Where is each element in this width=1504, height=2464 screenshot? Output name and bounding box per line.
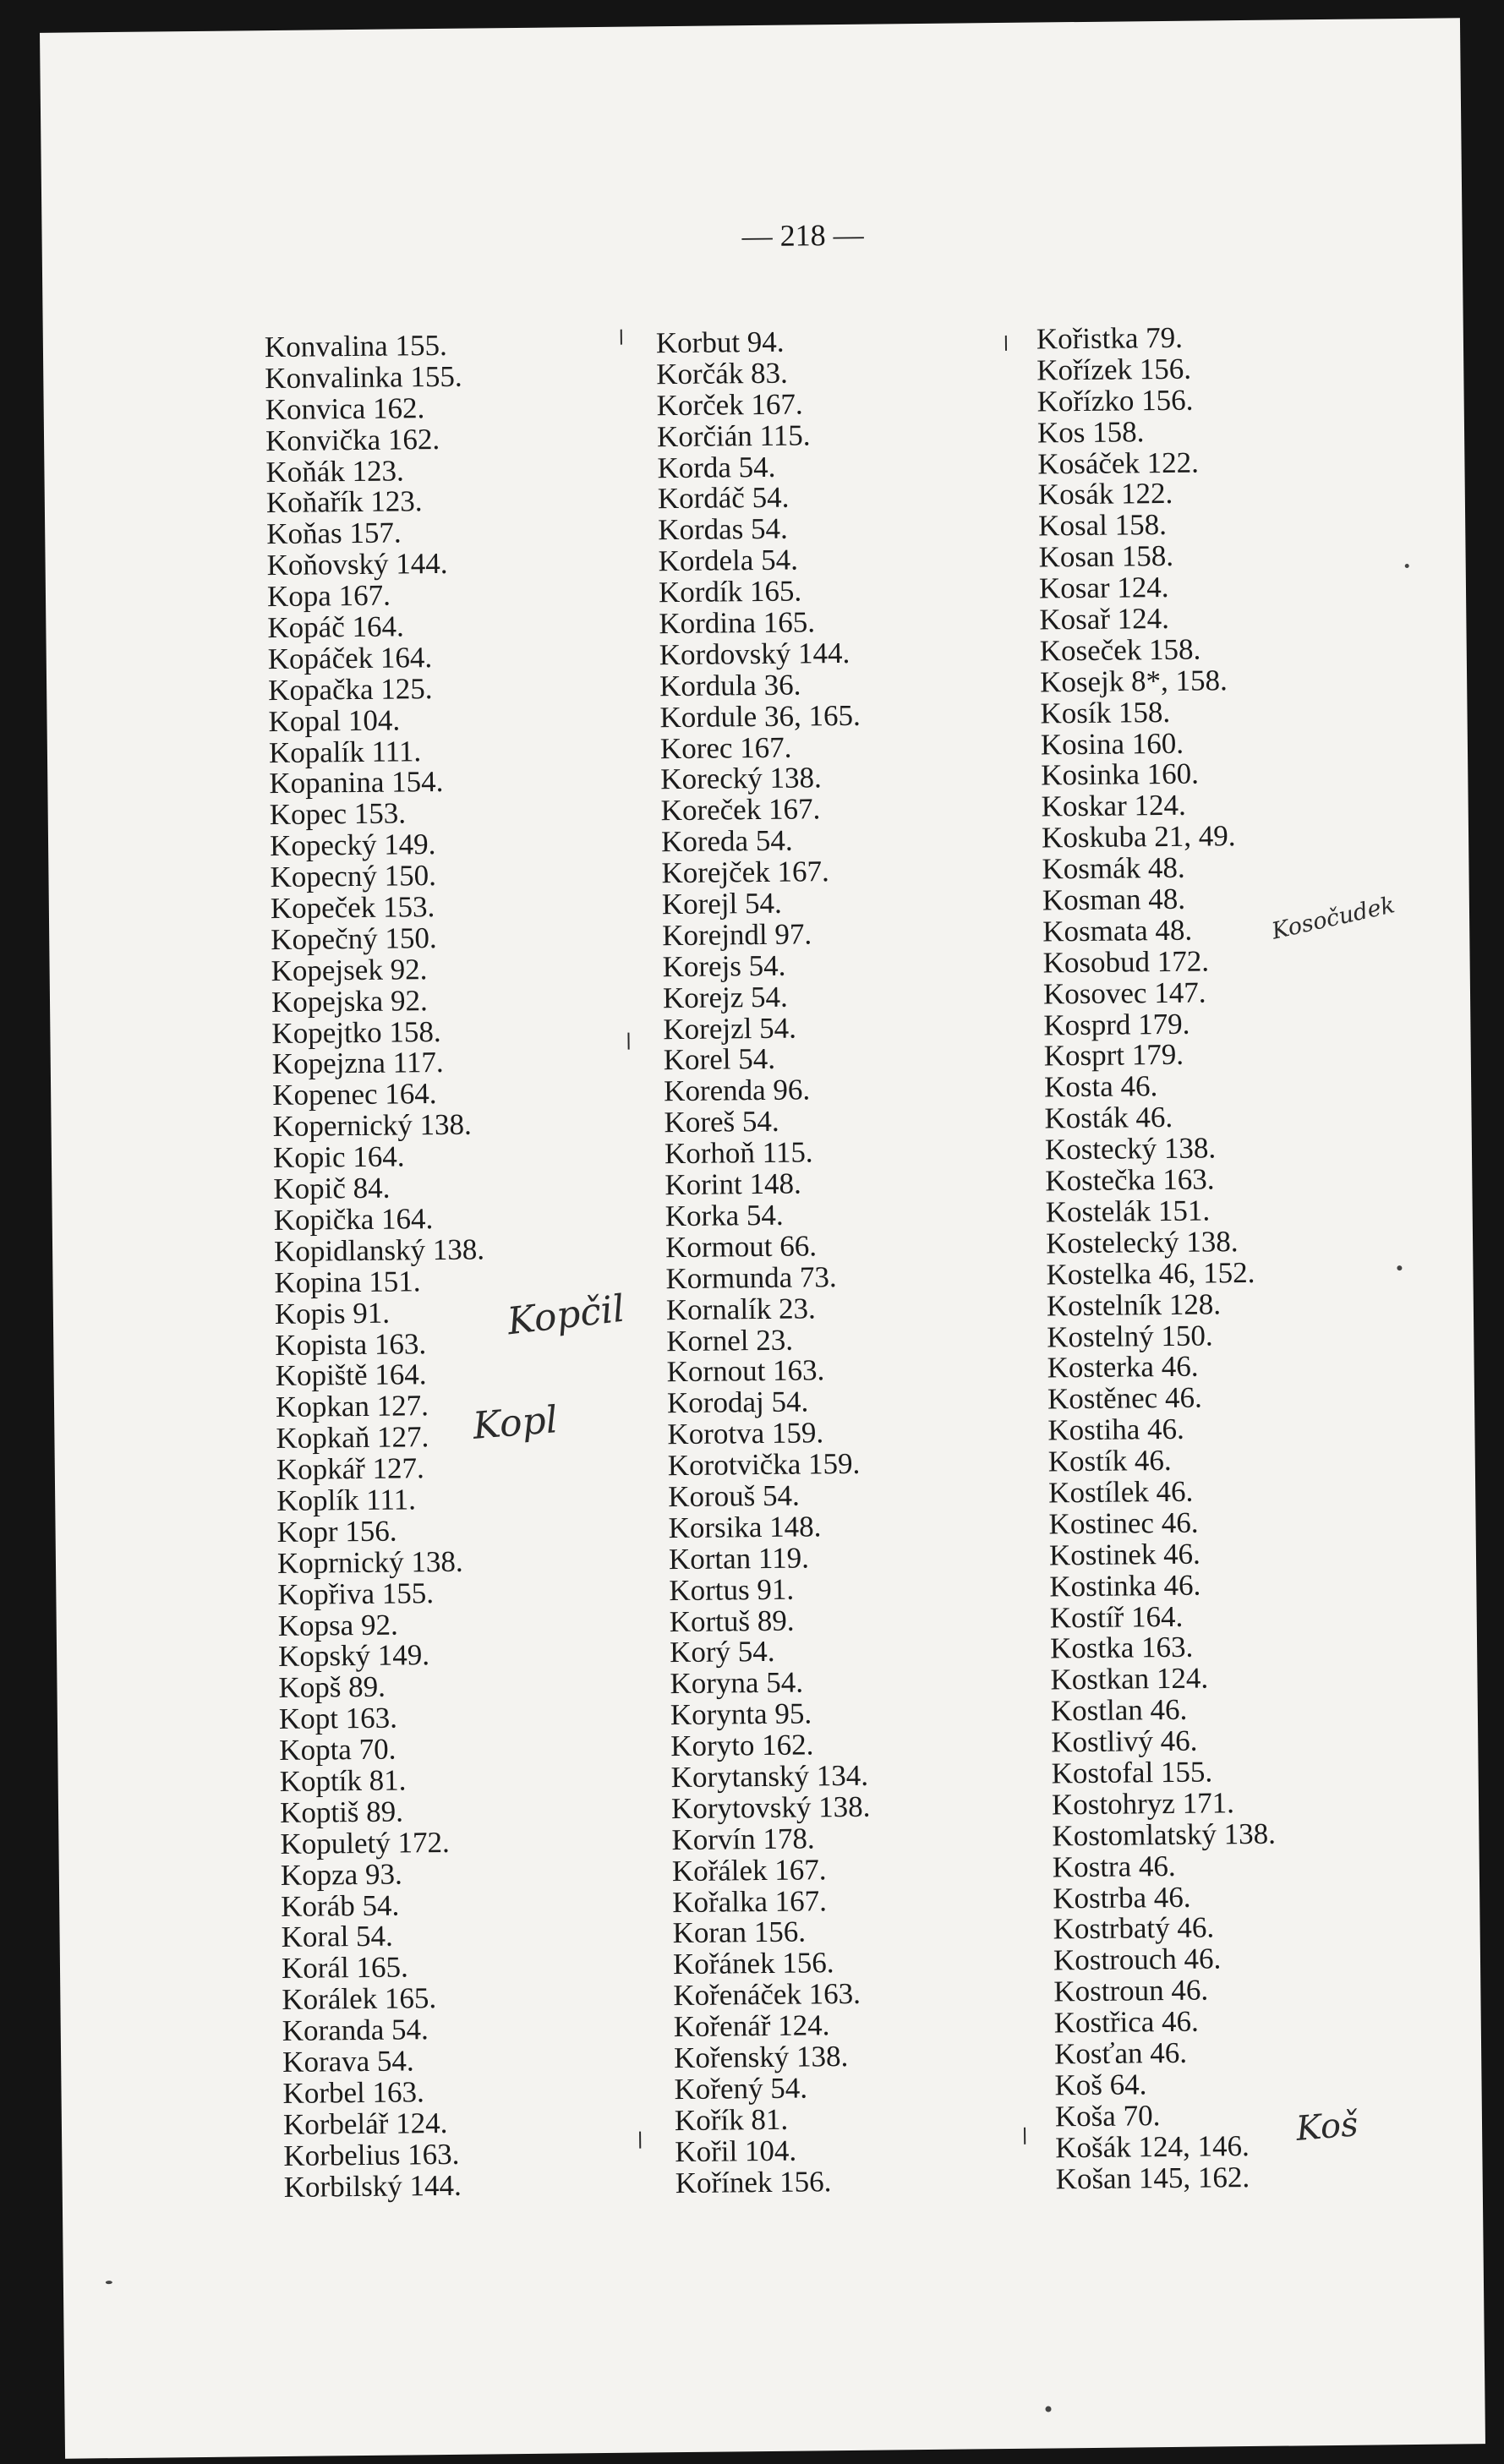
surname-entry: Kořalka 167. (672, 1883, 828, 1919)
surname-entry: Korhoň 115. (664, 1135, 813, 1171)
surname-entry: Kopic 164. (272, 1139, 405, 1175)
surname-entry: Korka 54. (664, 1198, 784, 1233)
surname-entry: Kopalík 111. (268, 734, 422, 769)
surname-entry: Korbelius 163. (283, 2137, 460, 2172)
surname-entry: Koral 54. (281, 1920, 394, 1954)
surname-entry: Korejs 54. (662, 948, 786, 984)
surname-entry: Kopejsek 92. (271, 952, 428, 987)
surname-entry: Kosta 46. (1043, 1069, 1158, 1104)
surname-entry: Kopuletý 172. (280, 1825, 450, 1860)
surname-entry: Korsika 148. (668, 1510, 822, 1545)
surname-entry: Koreda 54. (660, 823, 793, 859)
surname-entry: Kosan 158. (1038, 539, 1174, 574)
surname-entry: Kosař 124. (1039, 601, 1170, 636)
surname-entry: Kosáček 122. (1037, 445, 1200, 481)
surname-entry: Kortan 119. (668, 1541, 810, 1576)
surname-entry: Kopský 149. (277, 1638, 430, 1674)
surname-entry: Kosták 46. (1044, 1101, 1173, 1135)
surname-entry: Kopernický 138. (272, 1107, 473, 1144)
surname-entry: Koňák 123. (265, 453, 404, 489)
surname-entry: Kopačka 125. (267, 671, 433, 707)
surname-entry: Kopkaň 127. (276, 1420, 429, 1456)
surname-entry: Kopička 164. (273, 1202, 434, 1237)
surname-entry: Kordule 36, 165. (659, 698, 861, 734)
surname-entry: Koreš 54. (664, 1105, 779, 1139)
surname-entry: Košan 145, 162. (1055, 2160, 1250, 2195)
surname-entry: Koša 70. (1054, 2098, 1161, 2133)
surname-entry: Korouš 54. (667, 1478, 800, 1514)
surname-entry: Kostroun 46. (1053, 1973, 1209, 2008)
surname-entry: Korda 54. (657, 450, 776, 484)
surname-entry: Korejzl 54. (663, 1011, 797, 1046)
surname-entry: Korčián 115. (656, 418, 811, 453)
surname-entry: Koskuba 21, 49. (1041, 819, 1236, 855)
surname-entry: Kopa 167. (266, 578, 391, 614)
surname-entry: Kordovský 144. (659, 636, 850, 672)
surname-entry: Koryto 162. (670, 1728, 814, 1763)
surname-entry: Koseček 158. (1039, 632, 1201, 668)
surname-entry: Kosík 158. (1040, 695, 1171, 730)
surname-entry: Koranda 54. (282, 2013, 429, 2048)
surname-entry: Konvalina 155. (264, 328, 447, 364)
surname-entry: Kostelka 46, 152. (1046, 1255, 1255, 1292)
surname-entry: Konvalinka 155. (265, 359, 462, 395)
surname-entry: Kostka 163. (1049, 1631, 1194, 1665)
surname-entry: Kortus 91. (669, 1572, 795, 1607)
page-speck (1045, 2406, 1051, 2412)
surname-entry: Kořenáček 163. (673, 1977, 861, 2013)
surname-entry: Kosobud 172. (1042, 944, 1210, 980)
surname-entry: Korel 54. (663, 1042, 776, 1077)
surname-entry: Kořízko 156. (1036, 383, 1194, 418)
surname-entry: Kosejk 8*, 158. (1039, 664, 1228, 699)
surname-entry: Kosprt 179. (1043, 1038, 1184, 1073)
surname-entry: Kosprd 179. (1043, 1007, 1190, 1042)
column-divider (1024, 2128, 1025, 2144)
surname-entry: Kořenský 138. (673, 2039, 849, 2075)
handwritten-note: Kopčil (505, 1287, 627, 1344)
surname-entry: Korbut 94. (655, 325, 785, 360)
surname-entry: Kořízek 156. (1036, 352, 1192, 387)
surname-entry: Korvín 178. (671, 1822, 815, 1856)
surname-entry: Kostinek 46. (1048, 1537, 1201, 1572)
surname-entry: Kopza 93. (280, 1857, 402, 1892)
surname-entry: Korotvička 159. (667, 1446, 861, 1483)
surname-entry: Korál 165. (281, 1950, 408, 1986)
surname-entry: Kopec 153. (269, 796, 407, 832)
surname-entry: Kosina 160. (1040, 726, 1184, 762)
surname-entry: Kořík 81. (674, 2102, 789, 2137)
surname-entry: Kostkan 124. (1050, 1661, 1209, 1696)
surname-entry: Korint 148. (664, 1166, 801, 1202)
handwritten-note: Kosočudek (1269, 892, 1397, 945)
surname-entry: Koňařík 123. (265, 484, 423, 520)
surname-entry: Kořánek 156. (672, 1946, 834, 1981)
surname-entry: Kořený 54. (674, 2071, 808, 2106)
surname-entry: Korbelář 124. (282, 2106, 448, 2141)
surname-entry: Kořistka 79. (1036, 320, 1184, 356)
surname-entry: Kostrouch 46. (1053, 1942, 1222, 1977)
surname-column-3 (1036, 322, 1280, 2195)
surname-entry: Koprnický 138. (276, 1544, 463, 1580)
surname-entry: Kopidlanský 138. (273, 1232, 485, 1268)
handwritten-note: Koš (1294, 2105, 1360, 2149)
surname-entry: Kostofal 155. (1051, 1755, 1213, 1790)
surname-entry: Kopt 163. (278, 1701, 398, 1736)
surname-entry: Kornalík 23. (665, 1291, 816, 1326)
surname-entry: Koš 64. (1054, 2068, 1147, 2102)
surname-entry: Kosmata 48. (1042, 913, 1193, 948)
surname-entry: Korejl 54. (661, 886, 782, 921)
surname-entry: Kopečný 150. (271, 921, 437, 956)
surname-entry: Kosťan 46. (1053, 2035, 1188, 2071)
surname-entry: Kostelecký 138. (1045, 1224, 1239, 1260)
surname-entry: Korynta 95. (670, 1696, 812, 1732)
book-page (40, 18, 1485, 2458)
surname-entry: Koryna 54. (670, 1665, 804, 1701)
surname-entry: Korejndl 97. (662, 917, 812, 953)
surname-entry: Kordík 165. (658, 574, 802, 609)
surname-entry: Kostomlatský 138. (1052, 1817, 1277, 1853)
column-divider (627, 1033, 629, 1050)
surname-entry: Kosal 158. (1037, 508, 1168, 543)
surname-entry: Kořil 104. (675, 2133, 797, 2168)
surname-entry: Konvica 162. (265, 391, 425, 426)
surname-entry: Kostiha 46. (1047, 1412, 1184, 1447)
surname-entry: Korčák 83. (656, 356, 788, 391)
surname-entry: Kostíř 164. (1049, 1599, 1184, 1634)
surname-entry: Kopsa 92. (277, 1608, 398, 1642)
surname-entry: Kopřiva 155. (277, 1576, 435, 1611)
surname-entry: Kosterka 46. (1047, 1350, 1199, 1385)
surname-entry: Kopiště 164. (275, 1358, 427, 1393)
surname-entry: Kosák 122. (1037, 477, 1173, 511)
surname-entry: Kordas 54. (658, 511, 789, 547)
surname-entry: Korotva 159. (667, 1416, 824, 1451)
surname-entry: Kosmák 48. (1042, 850, 1185, 886)
surname-entry: Kopejska 92. (271, 983, 428, 1019)
surname-entry: Kostinec 46. (1048, 1505, 1199, 1541)
page-speck (1397, 1265, 1402, 1270)
surname-entry: Kormout 66. (664, 1229, 818, 1265)
surname-entry: Kornout 163. (666, 1353, 825, 1389)
surname-entry: Kornel 23. (666, 1323, 794, 1358)
surname-entry: Kostra 46. (1052, 1849, 1176, 1884)
surname-column-2 (656, 326, 876, 2199)
surname-entry: Košák 124, 146. (1055, 2128, 1250, 2165)
surname-entry: Kopejtko 158. (271, 1014, 441, 1050)
surname-entry: Kosman 48. (1042, 882, 1186, 917)
surname-entry: Kostrba 46. (1052, 1880, 1191, 1915)
surname-entry: Korý 54. (669, 1635, 775, 1669)
surname-entry: Korbilský 144. (283, 2168, 462, 2204)
surname-column-1 (264, 328, 495, 2204)
surname-entry: Kopenec 164. (271, 1077, 437, 1112)
surname-entry: Koptiš 89. (279, 1795, 404, 1829)
surname-entry: Korecký 138. (660, 761, 823, 796)
page-speck (106, 2281, 112, 2284)
surname-entry: Konvička 162. (265, 422, 440, 457)
surname-entry: Koreček 167. (660, 792, 821, 828)
surname-entry: Korenda 96. (663, 1073, 811, 1108)
surname-entry: Kos 158. (1036, 414, 1145, 450)
surname-entry: Kopina 151. (274, 1264, 421, 1299)
surname-entry: Korytanský 134. (670, 1758, 869, 1795)
surname-entry: Kostlivý 46. (1051, 1724, 1198, 1759)
surname-entry: Koplík 111. (276, 1483, 417, 1517)
surname-entry: Korejček 167. (661, 855, 829, 890)
surname-entry: Kordina 165. (659, 605, 816, 641)
surname-entry: Kořenář 124. (673, 2008, 830, 2044)
surname-entry: Kostelný 150. (1047, 1318, 1213, 1353)
surname-entry: Kopr 156. (276, 1514, 397, 1549)
surname-entry: Koňovský 144. (266, 547, 448, 582)
surname-entry: Kopkan 127. (275, 1389, 429, 1424)
column-divider (1005, 336, 1007, 351)
surname-entry: Kořínek 156. (675, 2164, 832, 2199)
surname-entry: Kosinka 160. (1041, 757, 1200, 792)
surname-entry: Korec 167. (659, 730, 792, 765)
surname-entry: Kopta 70. (279, 1732, 397, 1767)
surname-entry: Kopanina 154. (269, 765, 444, 800)
surname-entry: Kopal 104. (268, 703, 401, 738)
handwritten-note: Kopl (471, 1398, 560, 1449)
surname-entry: Kordela 54. (658, 543, 799, 578)
surname-entry: Kopáček 164. (267, 640, 433, 675)
surname-entry: Kopáč 164. (267, 609, 404, 645)
surname-entry: Kosovec 147. (1042, 975, 1206, 1011)
surname-entry: Kostrbatý 46. (1053, 1910, 1215, 1946)
surname-entry: Korytovský 138. (670, 1789, 871, 1826)
surname-entry: Kopista 163. (275, 1326, 427, 1362)
surname-entry: Korálek 165. (282, 1981, 437, 2017)
surname-entry: Korejz 54. (662, 980, 788, 1014)
column-divider (621, 330, 622, 345)
surname-entry: Koskar 124. (1041, 789, 1186, 823)
surname-entry: Kostečka 163. (1045, 1162, 1215, 1198)
surname-entry: Kopš 89. (278, 1669, 386, 1705)
surname-entry: Kostelák 151. (1045, 1194, 1211, 1229)
surname-entry: Kopkář 127. (276, 1451, 424, 1487)
surname-entry: Kostěnec 46. (1047, 1380, 1202, 1416)
surname-entry: Kopis 91. (274, 1296, 391, 1330)
surname-entry: Kostohryz 171. (1051, 1786, 1235, 1822)
surname-entry: Kostlan 46. (1050, 1692, 1188, 1728)
surname-entry: Kostílek 46. (1047, 1474, 1194, 1510)
surname-entry: Korodaj 54. (666, 1385, 809, 1420)
surname-entry: Kostík 46. (1047, 1444, 1172, 1478)
surname-entry: Kopecký 149. (269, 828, 436, 863)
surname-entry: Kosar 124. (1038, 571, 1169, 605)
page-speck (1405, 564, 1409, 568)
column-divider (639, 2132, 641, 2149)
surname-entry: Korbel 163. (282, 2075, 424, 2110)
surname-entry: Kordula 36. (659, 668, 801, 703)
surname-entry: Kostřica 46. (1053, 2004, 1200, 2040)
surname-entry: Kostecký 138. (1044, 1131, 1217, 1166)
surname-entry: Korava 54. (282, 2044, 414, 2079)
surname-entry: Kopič 84. (273, 1171, 391, 1206)
surname-entry: Korček 167. (656, 387, 803, 423)
page-number: — 218 — (741, 217, 864, 254)
surname-entry: Koptík 81. (279, 1763, 407, 1798)
surname-entry: Kostinka 46. (1049, 1568, 1201, 1604)
surname-entry: Koňas 157. (266, 516, 402, 551)
surname-entry: Kortuš 89. (669, 1604, 795, 1638)
surname-entry: Koran 156. (672, 1915, 807, 1950)
surname-entry: Kordáč 54. (657, 481, 790, 516)
surname-entry: Kostelník 128. (1046, 1287, 1222, 1323)
surname-entry: Kopeček 153. (270, 890, 435, 926)
surname-entry: Koráb 54. (281, 1888, 400, 1923)
surname-entry: Kořálek 167. (671, 1852, 827, 1888)
surname-entry: Kopejzna 117. (271, 1046, 444, 1081)
surname-entry: Kormunda 73. (665, 1259, 837, 1295)
surname-entry: Kopecný 150. (270, 859, 437, 894)
